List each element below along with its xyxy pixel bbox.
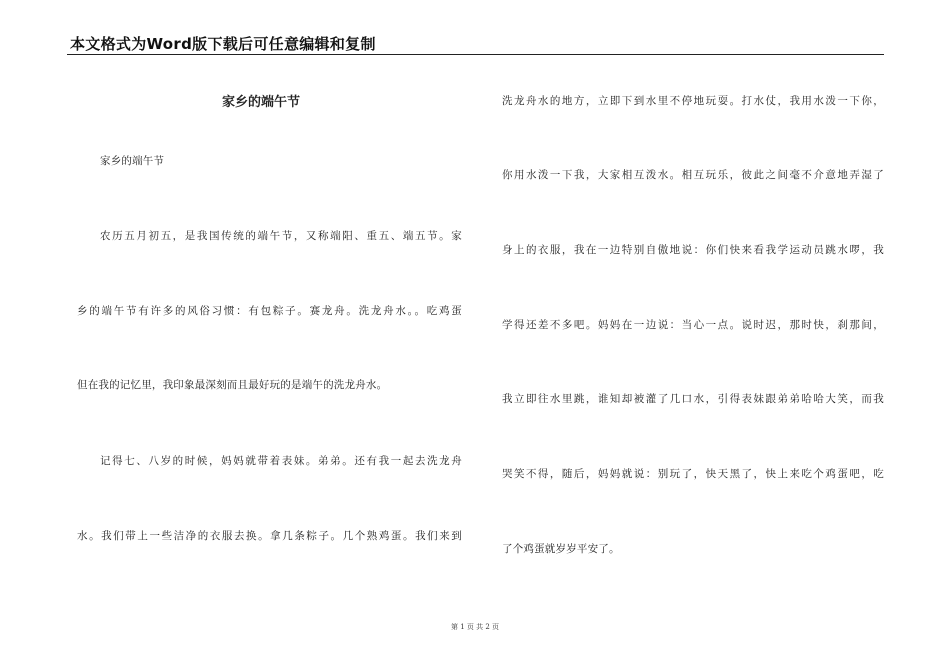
paragraph-line: 洗龙舟水的地方，立即下到水里不停地玩耍。打水仗，我用水泼一下你， — [502, 95, 884, 107]
paragraph-line: 乡的端午节有许多的风俗习惯：有包粽子。赛龙舟。洗龙舟水。。吃鸡蛋 — [77, 305, 462, 317]
document-title: 家乡的端午节 — [222, 95, 301, 110]
paragraph-line: 哭笑不得，随后，妈妈就说：别玩了，快天黑了，快上来吃个鸡蛋吧，吃 — [502, 468, 884, 480]
paragraph-line: 记得七、八岁的时候，妈妈就带着表妹。弟弟。还有我一起去洗龙舟 — [100, 455, 462, 467]
page-number-footer: 第 1 页 共 2 页 — [450, 623, 500, 631]
paragraph-line: 了个鸡蛋就岁岁平安了。 — [502, 543, 620, 555]
paragraph-line: 但在我的记忆里，我印象最深刻而且最好玩的是端午的洗龙舟水。 — [77, 379, 388, 391]
download-banner-text: 本文格式为Word版下载后可任意编辑和复制 — [70, 35, 376, 53]
paragraph-line: 身上的衣服，我在一边特别自傲地说：你们快来看我学运动员跳水啰，我 — [502, 244, 884, 256]
paragraph-line: 学得还差不多吧。妈妈在一边说：当心一点。说时迟，那时快，刹那间， — [502, 319, 884, 331]
paragraph-line: 我立即往水里跳，谁知却被灌了几口水，引得表妹跟弟弟哈哈大笑，而我 — [502, 393, 884, 405]
paragraph-line: 农历五月初五，是我国传统的端午节，又称端阳、重五、端五节。家 — [100, 230, 462, 242]
header-divider — [67, 54, 884, 55]
paragraph-line: 你用水泼一下我，大家相互泼水。相互玩乐，彼此之间毫不介意地弄湿了 — [502, 169, 884, 181]
article-subtitle: 家乡的端午节 — [100, 155, 165, 167]
paragraph-line: 水。我们带上一些洁净的衣服去换。拿几条粽子。几个熟鸡蛋。我们来到 — [77, 530, 462, 542]
